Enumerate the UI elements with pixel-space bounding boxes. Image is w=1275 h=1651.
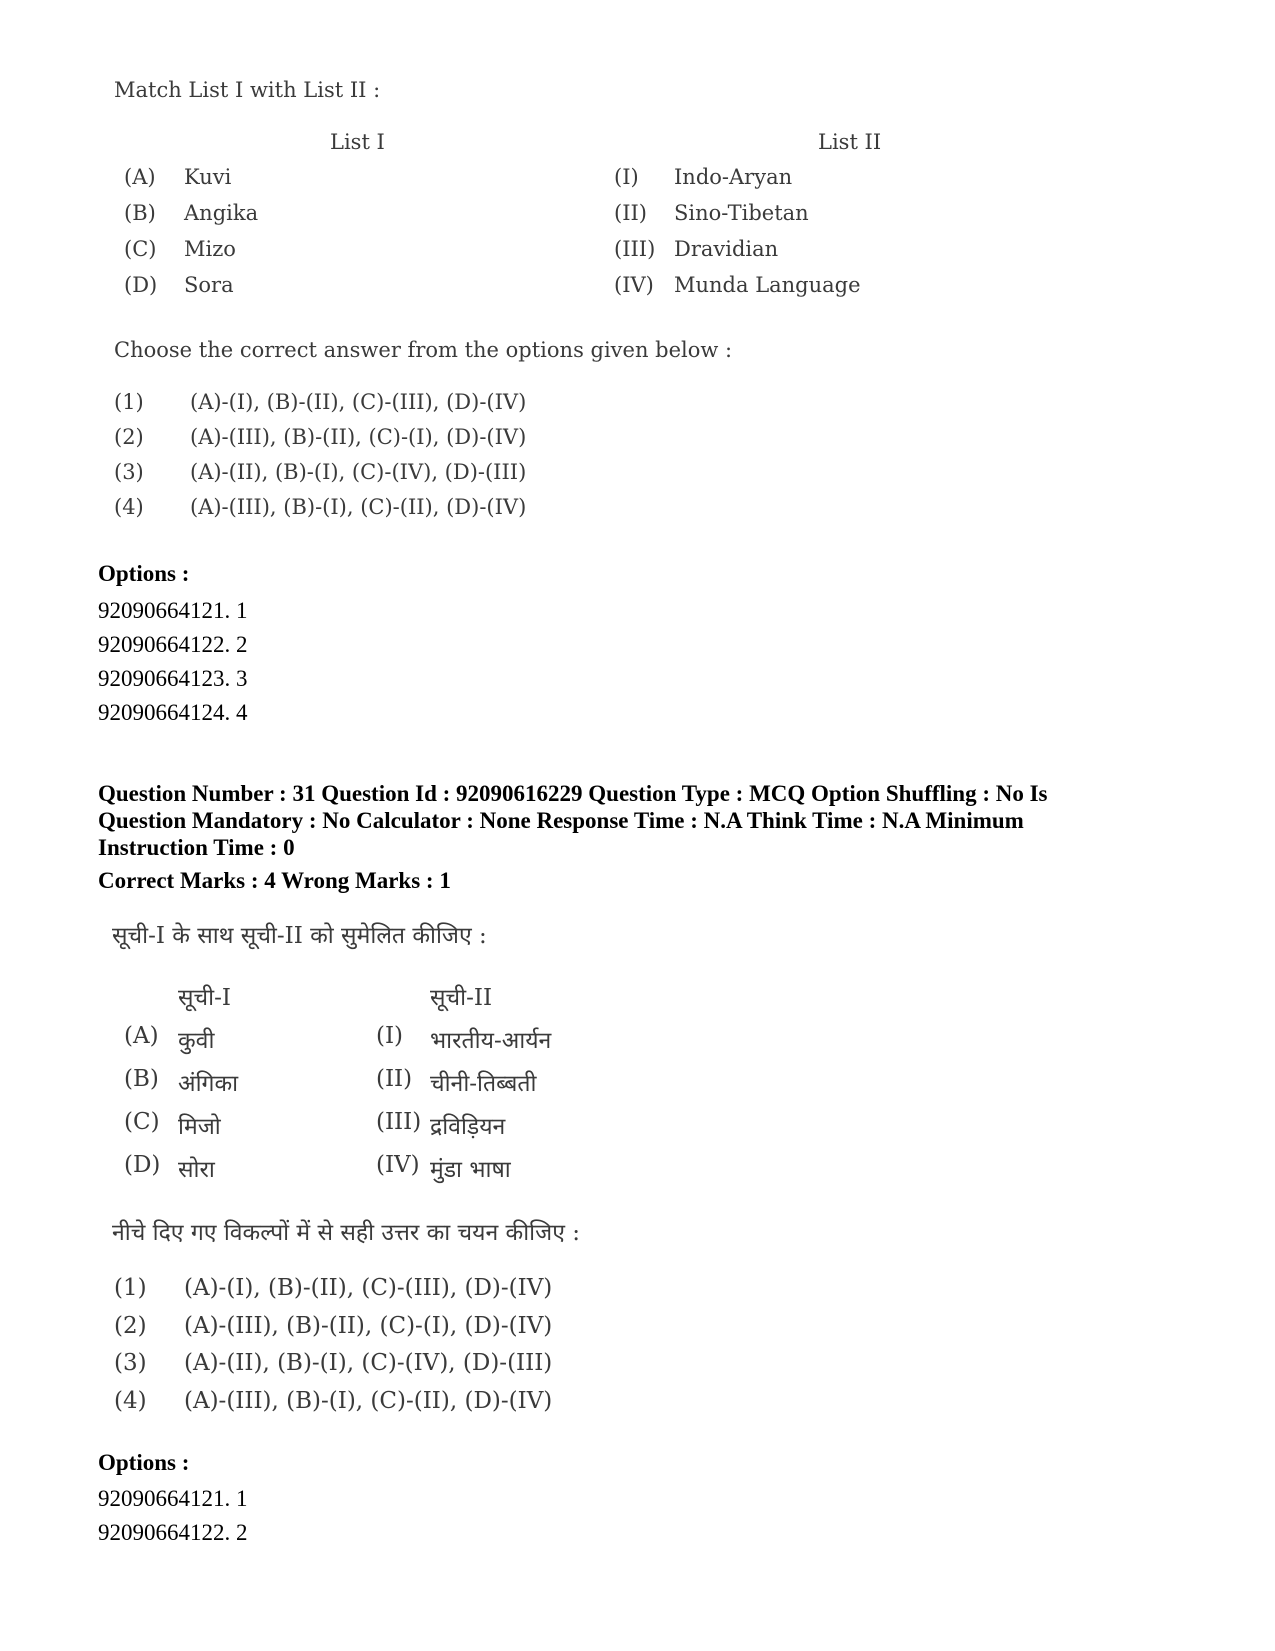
list1-header: सूची-I (178, 985, 231, 1011)
list1-item: (D) सोरा (124, 1152, 215, 1183)
list2-item: (I) Indo-Aryan (614, 165, 793, 189)
meta-line: Question Number : 31 Question Id : 92090616229 Question Type : MCQ Option Shuffling : No Is (98, 781, 1048, 806)
list1-item: (C) मिजो (124, 1109, 221, 1140)
question-prompt: सूची-I के साथ सूची-II को सुमेलित कीजिए : (112, 923, 487, 949)
list2-header: सूची-II (430, 985, 493, 1011)
list2-item: (III) Dravidian (614, 237, 779, 261)
option-item[interactable]: 92090664122. 2 (98, 1520, 248, 1545)
choose-instruction: Choose the correct answer from the options given below : (114, 338, 733, 362)
option-item[interactable]: 92090664124. 4 (98, 700, 248, 725)
list1-item: (C) Mizo (124, 237, 236, 261)
answer-choice: (3) (A)-(II), (B)-(I), (C)-(IV), (D)-(III) (114, 460, 527, 484)
meta-line: Instruction Time : 0 (98, 835, 295, 860)
question-prompt: Match List I with List II : (114, 78, 381, 102)
list2-item: (III) द्रविड़ियन (376, 1109, 506, 1140)
meta-line: Question Mandatory : No Calculator : None Response Time : N.A Think Time : N.A Minimum (98, 808, 1024, 833)
list1-item: (D) Sora (124, 273, 234, 297)
list1-item: (B) Angika (124, 201, 259, 225)
answer-choice: (1) (A)-(I), (B)-(II), (C)-(III), (D)-(IV) (114, 390, 527, 414)
answer-choice: (3) (A)-(II), (B)-(I), (C)-(IV), (D)-(III) (114, 1350, 553, 1376)
answer-choice: (4) (A)-(III), (B)-(I), (C)-(II), (D)-(IV) (114, 495, 527, 519)
list1-header: List I (330, 130, 385, 154)
answer-choice: (1) (A)-(I), (B)-(II), (C)-(III), (D)-(IV) (114, 1275, 553, 1301)
answer-choice: (2) (A)-(III), (B)-(II), (C)-(I), (D)-(IV) (114, 1313, 553, 1339)
option-item[interactable]: 92090664121. 1 (98, 1486, 248, 1511)
option-item[interactable]: 92090664122. 2 (98, 632, 248, 657)
options-header: Options : (98, 561, 190, 586)
option-item[interactable]: 92090664123. 3 (98, 666, 248, 691)
answer-choice: (2) (A)-(III), (B)-(II), (C)-(I), (D)-(IV) (114, 425, 527, 449)
option-item[interactable]: 92090664121. 1 (98, 598, 248, 623)
marks-line: Correct Marks : 4 Wrong Marks : 1 (98, 868, 451, 893)
list1-item: (A) Kuvi (124, 165, 232, 189)
list2-item: (I) भारतीय-आर्यन (376, 1023, 552, 1054)
list1-item: (A) कुवी (124, 1023, 215, 1054)
list2-item: (IV) Munda Language (614, 273, 861, 297)
list2-item: (II) Sino-Tibetan (614, 201, 809, 225)
options-header: Options : (98, 1450, 190, 1475)
choose-instruction: नीचे दिए गए विकल्पों में से सही उत्तर का चयन कीजिए : (112, 1220, 580, 1246)
list2-header: List II (818, 130, 882, 154)
list2-item: (IV) मुंडा भाषा (376, 1152, 511, 1183)
list2-item: (II) चीनी-तिब्बती (376, 1066, 537, 1097)
list1-item: (B) अंगिका (124, 1066, 239, 1097)
answer-choice: (4) (A)-(III), (B)-(I), (C)-(II), (D)-(IV) (114, 1388, 553, 1414)
